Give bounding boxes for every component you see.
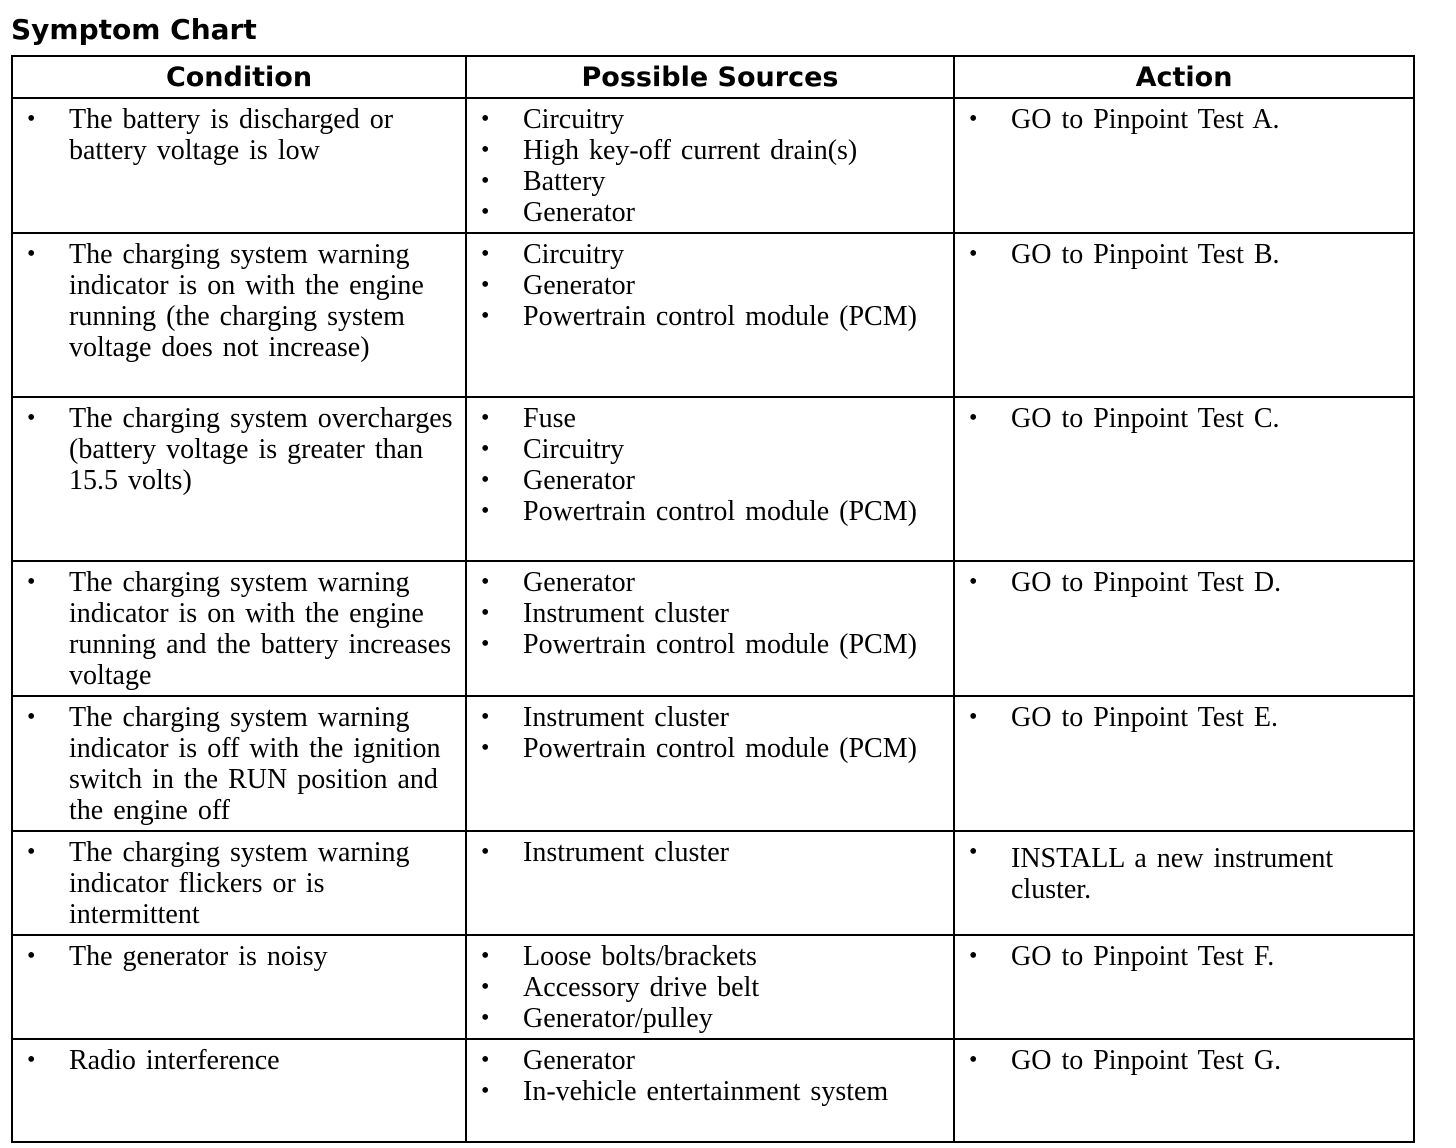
table-row [12,935,1414,1039]
action-text: • GO to Pinpoint Test G. [969,1045,1407,1076]
condition-text: • The charging system warning indicator is off with the ignition switch in the RUN position and the engine off [27,702,459,826]
condition-text: • Radio interference [27,1045,459,1076]
possible-sources-cell [466,696,954,831]
condition-text: • The charging system overcharges (battery voltage is greater than 15.5 volts) [27,403,459,496]
table-row [12,696,1414,831]
action-text: • GO to Pinpoint Test A. [969,104,1407,135]
condition-cell [12,1039,466,1142]
source-item: • Powertrain control module (PCM) [481,496,947,527]
source-item: • Generator [481,270,947,301]
header-row [12,56,1414,98]
table-row [12,233,1414,397]
condition-text: • The charging system warning indicator is on with the engine running (the charging system voltage does not increase) [27,239,459,363]
table-row [12,561,1414,696]
source-item: • Generator [481,1045,947,1076]
condition-cell [12,935,466,1039]
action-cell [954,1039,1414,1142]
action-text: • GO to Pinpoint Test E. [969,702,1407,733]
source-item: • High key-off current drain(s) [481,135,947,166]
source-item: • Battery [481,166,947,197]
source-item: • Powertrain control module (PCM) [481,301,947,332]
action-cell [954,98,1414,233]
possible-sources-cell [466,98,954,233]
source-item: • Circuitry [481,239,947,270]
action-text: • GO to Pinpoint Test B. [969,239,1407,270]
source-item: • Instrument cluster [481,702,947,733]
action-cell [954,935,1414,1039]
condition-cell [12,561,466,696]
action-text: • GO to Pinpoint Test C. [969,403,1407,434]
source-item: • Instrument cluster [481,598,947,629]
possible-sources-cell [466,233,954,397]
source-item: • Generator [481,197,947,228]
condition-text: • The battery is discharged or battery voltage is low [27,104,459,166]
source-item: • Circuitry [481,104,947,135]
action-text: • GO to Pinpoint Test F. [969,941,1407,972]
condition-cell [12,831,466,935]
condition-cell [12,397,466,561]
possible-sources-cell [466,397,954,561]
action-cell [954,696,1414,831]
action-cell [954,561,1414,696]
action-text: • INSTALL a new instrument cluster. [969,837,1407,905]
condition-cell [12,98,466,233]
possible-sources-cell [466,831,954,935]
source-item: • Loose bolts/brackets [481,941,947,972]
source-item: • Circuitry [481,434,947,465]
action-cell [954,233,1414,397]
possible-sources-cell [466,561,954,696]
possible-sources-header: Possible Sources [466,56,954,98]
condition-text: • The charging system warning indicator is on with the engine running and the battery increases voltage [27,567,459,691]
condition-cell [12,696,466,831]
source-item: • Powertrain control module (PCM) [481,733,947,764]
action-header: Action [954,56,1414,98]
action-text: • GO to Pinpoint Test D. [969,567,1407,598]
source-item: • Accessory drive belt [481,972,947,1003]
table-row [12,98,1414,233]
table-row [12,1039,1414,1142]
source-item: • Instrument cluster [481,837,947,868]
possible-sources-cell [466,1039,954,1142]
action-cell [954,397,1414,561]
possible-sources-cell [466,935,954,1039]
condition-header: Condition [12,56,466,98]
source-item: • Generator [481,465,947,496]
source-item: • Powertrain control module (PCM) [481,629,947,660]
page-title: Symptom Chart [11,13,257,46]
condition-text: • The generator is noisy [27,941,459,972]
source-item: • In-vehicle entertainment system [481,1076,947,1107]
table-row [12,831,1414,935]
source-item: • Generator [481,567,947,598]
condition-text: • The charging system warning indicator flickers or is intermittent [27,837,459,930]
source-item: • Generator/pulley [481,1003,947,1034]
action-cell [954,831,1414,935]
source-item: • Fuse [481,403,947,434]
table-row [12,397,1414,561]
condition-cell [12,233,466,397]
symptom-chart-table [11,55,1415,1143]
